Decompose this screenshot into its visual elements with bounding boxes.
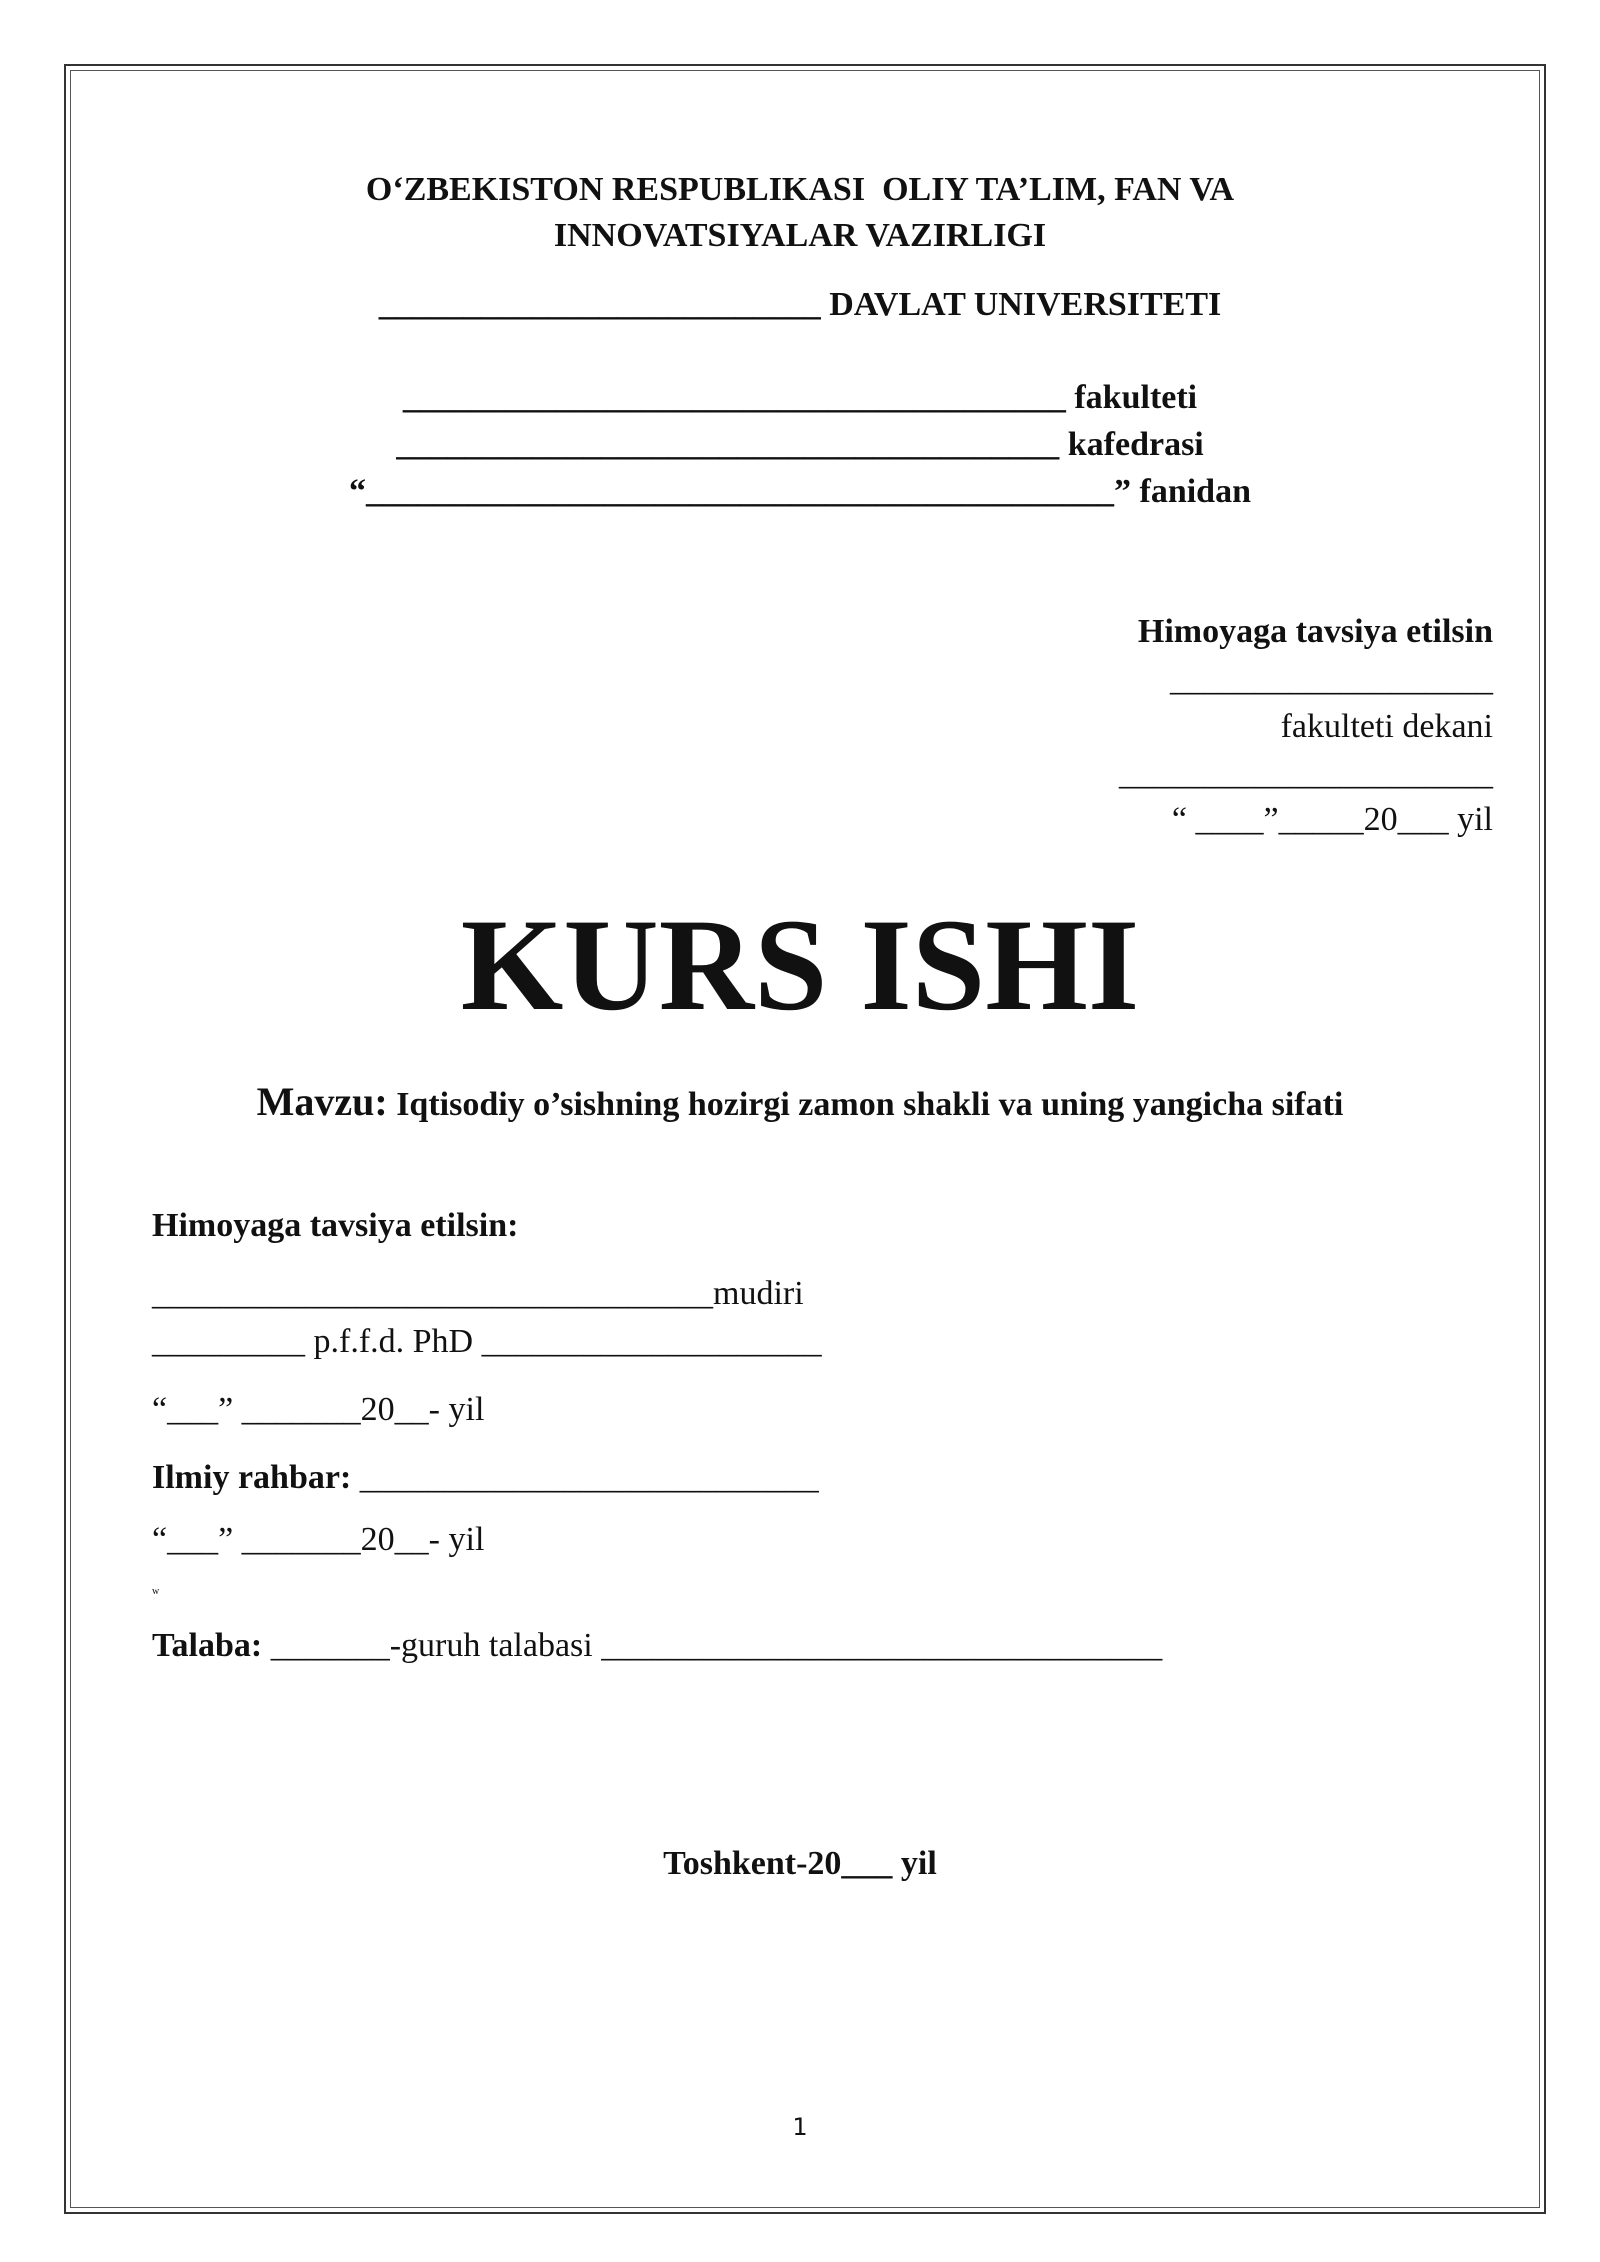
degree-line: _________ p.f.f.d. PhD ____________________ — [152, 1323, 822, 1360]
document-title: KURS ISHI — [460, 891, 1140, 1038]
topic-label: Mavzu: — [256, 1079, 388, 1124]
supervisor-blank: ___________________________ — [351, 1459, 819, 1496]
stray-mark: w — [152, 1586, 160, 1597]
faculty-line: _______________________________________ fakulteti — [402, 379, 1198, 416]
subject-line: “____________________________________________” fanidan — [349, 473, 1251, 510]
student-line — [152, 1626, 1162, 1666]
ministry-line-2: INNOVATSIYALAR VAZIRLIGI — [553, 217, 1047, 254]
dean-label: fakulteti dekani — [1280, 708, 1493, 745]
page-number: 1 — [792, 2113, 808, 2141]
supervisor-line — [152, 1458, 819, 1498]
city-year: Toshkent-20___ yil — [663, 1845, 937, 1882]
approval-date-2: “___” _______20__- yil — [152, 1521, 485, 1558]
approval-date-1: “___” _______20__- yil — [152, 1391, 485, 1428]
approval-top-heading: Himoyaga tavsiya etilsin — [1137, 613, 1493, 650]
topic-text: Iqtisodiy o’sishning hozirgi zamon shakli va uning yangicha sifati — [387, 1086, 1344, 1123]
supervisor-label: Ilmiy rahbar: — [152, 1459, 352, 1496]
university-line: __________________________ DAVLAT UNIVERSITETI — [378, 286, 1222, 323]
student-blank: _______-guruh talabasi _________________________________ — [262, 1627, 1163, 1664]
approval-top-blank-1: ___________________ — [1170, 661, 1493, 698]
ministry-line-1: O‘ZBEKISTON RESPUBLIKASI OLIY TA’LIM, FAN VA — [365, 171, 1235, 208]
approval-top-date: “ ____”_____20___ yil — [1171, 801, 1493, 838]
approval-top-blank-2: ______________________ — [1119, 755, 1493, 792]
topic-line — [0, 1078, 1600, 1125]
department-head-line: _________________________________mudiri — [152, 1275, 804, 1312]
student-label: Talaba: — [152, 1627, 263, 1664]
approval-bottom-heading: Himoyaga tavsiya etilsin: — [152, 1207, 519, 1244]
department-line: _______________________________________ kafedrasi — [396, 426, 1204, 463]
